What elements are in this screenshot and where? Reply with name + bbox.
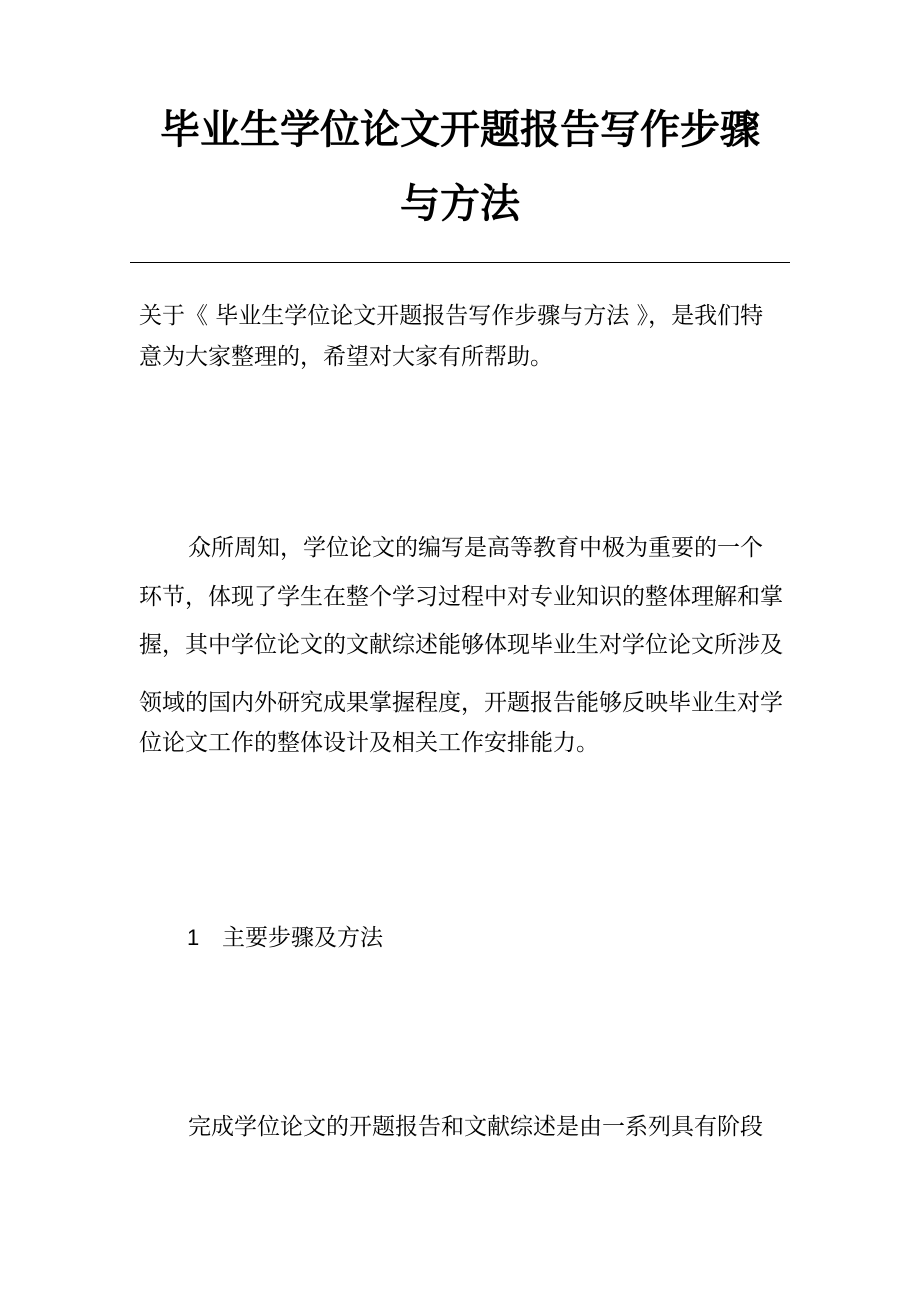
section-heading-number: 1: [187, 925, 200, 950]
document-title-line-1: 毕业生学位论文开题报告写作步骤: [160, 106, 760, 153]
intro-line-1: 关于《 毕业生学位论文开题报告写作步骤与方法 》，是我们特: [139, 303, 764, 329]
title-divider: [130, 262, 790, 263]
document-title-line-2: 与方法: [400, 180, 520, 227]
paragraph1-line-3: 握，其中学位论文的文献综述能够体现毕业生对学位论文所涉及: [139, 632, 783, 658]
intro-line-2: 意为大家整理的，希望对大家有所帮助。: [139, 344, 553, 370]
section-heading-text: 主要步骤及方法: [222, 925, 383, 951]
paragraph1-line-4: 领域的国内外研究成果掌握程度，开题报告能够反映毕业生对学: [139, 690, 783, 716]
paragraph1-line-5: 位论文工作的整体设计及相关工作安排能力。: [139, 730, 599, 756]
paragraph1-line-1: 众所周知，学位论文的编写是高等教育中极为重要的一个: [188, 535, 763, 561]
paragraph2-line-1: 完成学位论文的开题报告和文献综述是由一系列具有阶段: [188, 1114, 763, 1140]
paragraph1-line-2: 环节，体现了学生在整个学习过程中对专业知识的整体理解和掌: [139, 584, 783, 610]
